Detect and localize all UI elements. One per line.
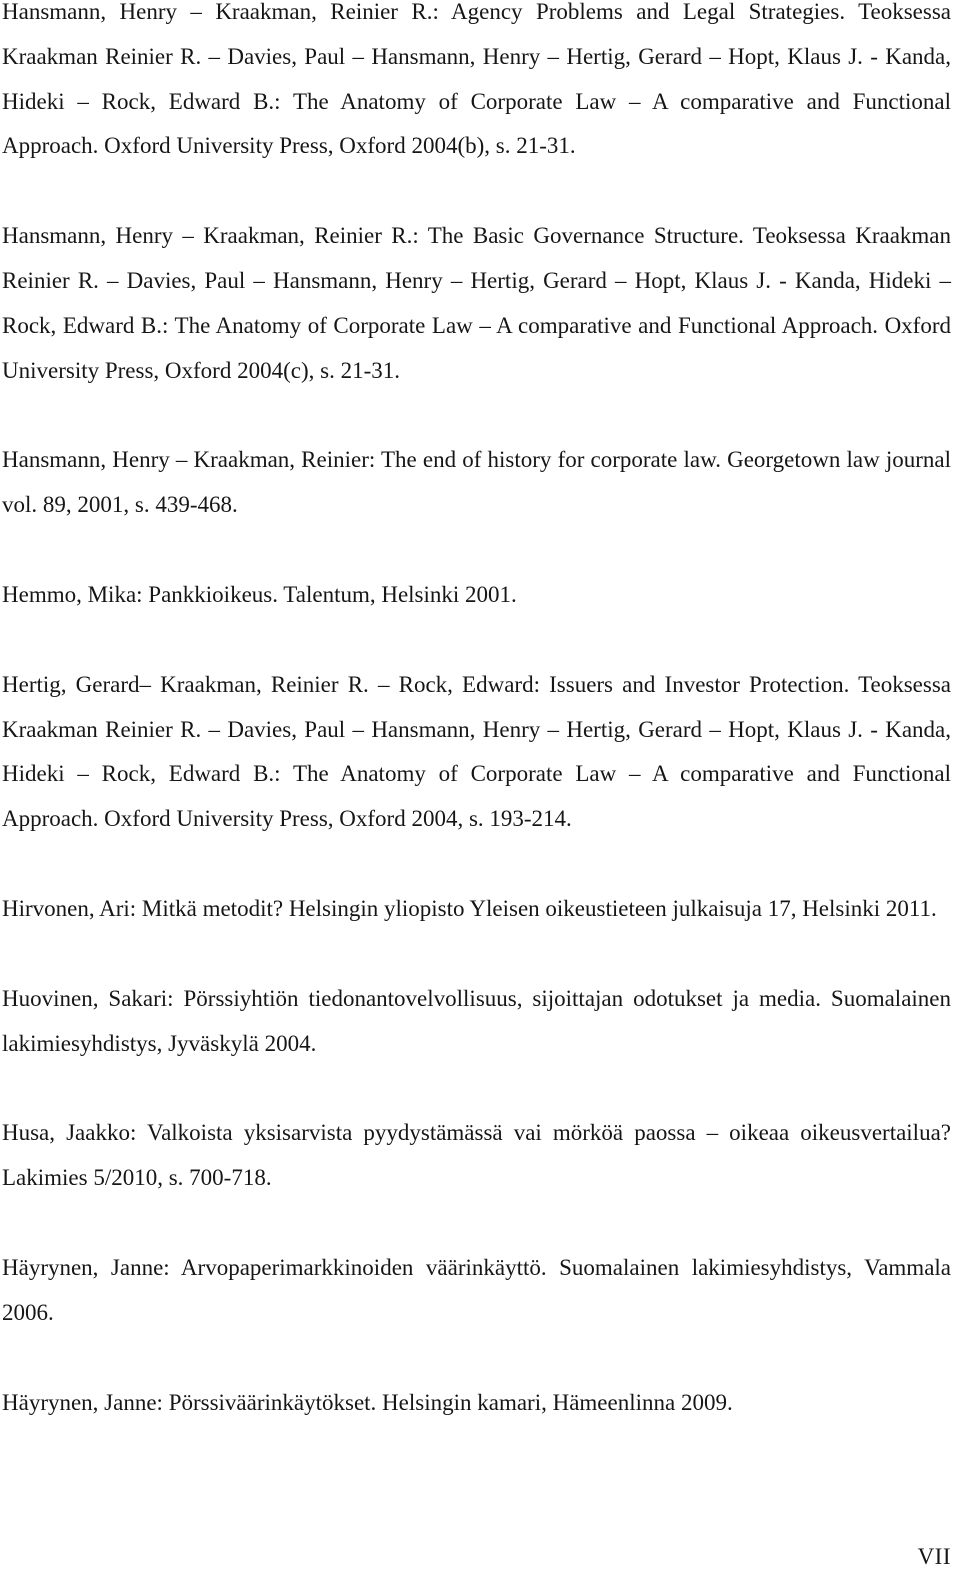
reference-entry: Huovinen, Sakari: Pörssiyhtiön tiedonantovelvollisuus, sijoittajan odotukset ja media. Suomalainen lakimiesyhdistys, Jyväskylä 2004. bbox=[2, 985, 951, 1056]
reference-entry: Hertig, Gerard– Kraakman, Reinier R. – Rock, Edward: Issuers and Investor Protection. Teoksessa Kraakman Reinier R. – Davies, Paul – Hansmann, Henry – Hertig, Gerard – Hopt, Klaus J. - Kanda, Hideki – Rock, Edward B.: The Anatomy of Corporate Law – A comparative and Functional Approach. Oxford University Press, Oxford 2004, s. 193-214. bbox=[2, 671, 951, 832]
reference-entry: Hansmann, Henry – Kraakman, Reinier R.: Agency Problems and Legal Strategies. Teoksessa Kraakman Reinier R. – Davies, Paul – Hansmann, Henry – Hertig, Gerard – Hopt, Klaus J. - Kanda, Hideki – Rock, Edward B.: The Anatomy of Corporate Law – A comparative and Functional Approach. Oxford University Press, Oxford 2004(b), s. 21-31. bbox=[2, 0, 951, 159]
reference-entry: Hemmo, Mika: Pankkioikeus. Talentum, Helsinki 2001. bbox=[2, 581, 517, 607]
reference-entry: Husa, Jaakko: Valkoista yksisarvista pyydystämässä vai mörköä paossa – oikeaa oikeusvertailua? Lakimies 5/2010, s. 700-718. bbox=[2, 1120, 951, 1191]
reference-entry: Häyrynen, Janne: Pörssiväärinkäytökset. Helsingin kamari, Hämeenlinna 2009. bbox=[2, 1389, 733, 1415]
reference-entry: Hansmann, Henry – Kraakman, Reinier: The end of history for corporate law. Georgetown law journal vol. 89, 2001, s. 439-468. bbox=[2, 447, 951, 518]
reference-entry: Hansmann, Henry – Kraakman, Reinier R.: The Basic Governance Structure. Teoksessa Kraakman Reinier R. – Davies, Paul – Hansmann, Henry – Hertig, Gerard – Hopt, Klaus J. - Kanda, Hideki – Rock, Edward B.: The Anatomy of Corporate Law – A comparative and Functional Approach. Oxford University Press, Oxford 2004(c), s. 21-31. bbox=[2, 223, 951, 383]
page-number: VII bbox=[917, 1544, 951, 1569]
reference-list bbox=[2, 0, 951, 1470]
reference-entry: Hirvonen, Ari: Mitkä metodit? Helsingin yliopisto Yleisen oikeustieteen julkaisuja 17, Helsinki 2011. bbox=[2, 895, 937, 921]
reference-entry: Häyrynen, Janne: Arvopaperimarkkinoiden väärinkäyttö. Suomalainen lakimiesyhdistys, Vammala 2006. bbox=[2, 1254, 951, 1325]
